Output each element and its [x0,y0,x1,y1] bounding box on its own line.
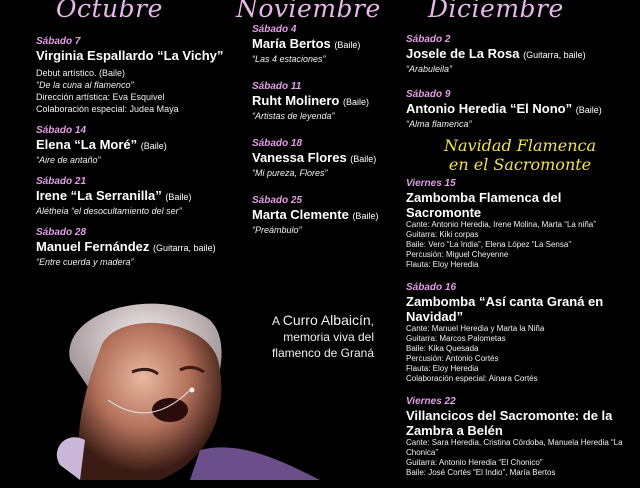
event-dec-16 [406,282,638,384]
event-artist: Virginia Espallardo “La Vichy” [36,48,224,63]
event-date: Sábado 2 [406,34,451,45]
event-dec-22 [406,396,638,478]
column-noviembre [252,24,402,246]
event-artist: Ruht Molinero (Baile) [252,93,370,108]
navidad-title: Navidad Flamenca en el Sacromonte [443,136,596,174]
event-credit: Cante: Antonio Heredia, Irene Molina, Marta “La niña” [406,220,596,229]
event-oct-21 [36,176,231,217]
event-subtitle: “Artistas de leyenda” [252,111,335,121]
event-artist: Marta Clemente (Baile) [252,207,379,222]
event-date: Viernes 22 [406,396,456,407]
event-title: Villancicos del Sacromonte: de la Zambra a Belén [406,408,613,438]
event-nov-4 [252,24,402,65]
event-credit: Baile: José Cortés “El Indio”, María Bertos [406,468,556,477]
tribute-text: A Curro Albaicín, memoria viva del flamenco de Graná [271,312,374,360]
event-credit: Cante: Sara Heredia, Cristina Córdoba, Manuela Heredia “La Chonica” [406,438,623,457]
event-credit: Cante: Manuel Heredia y Marta la Niña [406,324,545,333]
event-credit: Guitarra: Antonio Heredia “El Chonico” [406,458,543,467]
event-credit: Baile: Kika Quesada [406,344,479,353]
event-subtitle: “De la cuna al flamenco” [36,80,134,90]
column-diciembre [406,34,636,140]
event-nov-18 [252,138,402,179]
event-detail: Debut artístico. (Baile) [36,68,126,78]
event-subtitle: “Aire de antaño” [36,155,101,165]
event-artist: Elena “La Moré” (Baile) [36,137,167,152]
column-navidad [406,178,638,488]
event-date: Viernes 15 [406,178,456,189]
event-subtitle: “Alma flamenca” [406,119,472,129]
event-detail: Colaboración especial: Judea Maya [36,104,179,114]
event-dec-9 [406,89,636,130]
event-detail: Dirección artística: Eva Esquivel [36,92,165,102]
event-subtitle: “Mi pureza, Flores” [252,168,328,178]
event-date: Sábado 7 [36,36,81,47]
month-title-diciembre: Diciembre [428,0,564,23]
event-artist: Manuel Fernández (Guitarra, baile) [36,239,216,254]
event-oct-7 [36,36,231,115]
event-credit: Flauta: Eloy Heredia [406,364,479,373]
event-nov-25 [252,195,402,236]
event-credit: Percusión: Miguel Cheyenne [406,250,509,259]
event-date: Sábado 28 [36,227,87,238]
event-subtitle: Alétheia “el desocultamiento del ser” [36,206,182,216]
event-date: Sábado 16 [406,282,457,293]
event-oct-14 [36,125,231,166]
event-title: Zambomba “Así canta Graná en Navidad” [406,294,604,324]
event-subtitle: “Las 4 estaciones” [252,54,326,64]
event-artist: Irene “La Serranilla” (Baile) [36,188,192,203]
event-credit: Colaboración especial: Ainara Cortés [406,374,538,383]
event-subtitle: “Arabuleila” [406,64,453,74]
event-artist: María Bertos (Baile) [252,36,361,51]
event-date: Sábado 9 [406,89,451,100]
event-date: Sábado 4 [252,24,297,35]
event-nov-11 [252,81,402,122]
event-date: Sábado 25 [252,195,303,206]
event-artist: Vanessa Flores (Baile) [252,150,377,165]
event-credit: Flauta: Eloy Heredia [406,260,479,269]
event-credit: Guitarra: Kiki corpas [406,230,479,239]
event-credit: Guitarra: Marcos Palometas [406,334,506,343]
event-title: Zambomba Flamenca del Sacromonte [406,190,562,220]
event-subtitle: “Entre cuerda y madera” [36,257,134,267]
event-credit: Percusión: Antonio Cortés [406,354,499,363]
event-date: Sábado 14 [36,125,87,136]
event-dec-15 [406,178,638,270]
month-title-octubre: Octubre [56,0,163,23]
event-artist: Antonio Heredia “El Nono” (Baile) [406,101,602,116]
event-date: Sábado 11 [252,81,302,92]
event-dec-2 [406,34,636,75]
event-subtitle: “Preámbulo” [252,225,302,235]
month-title-noviembre: Noviembre [236,0,381,23]
event-oct-28 [36,227,231,268]
event-date: Sábado 18 [252,138,303,149]
column-octubre [36,36,231,278]
event-artist: Josele de La Rosa (Guitarra, baile) [406,46,586,61]
event-credit: Baile: Vero “La India”, Elena López “La Sensa” [406,240,571,249]
event-date: Sábado 21 [36,176,87,187]
